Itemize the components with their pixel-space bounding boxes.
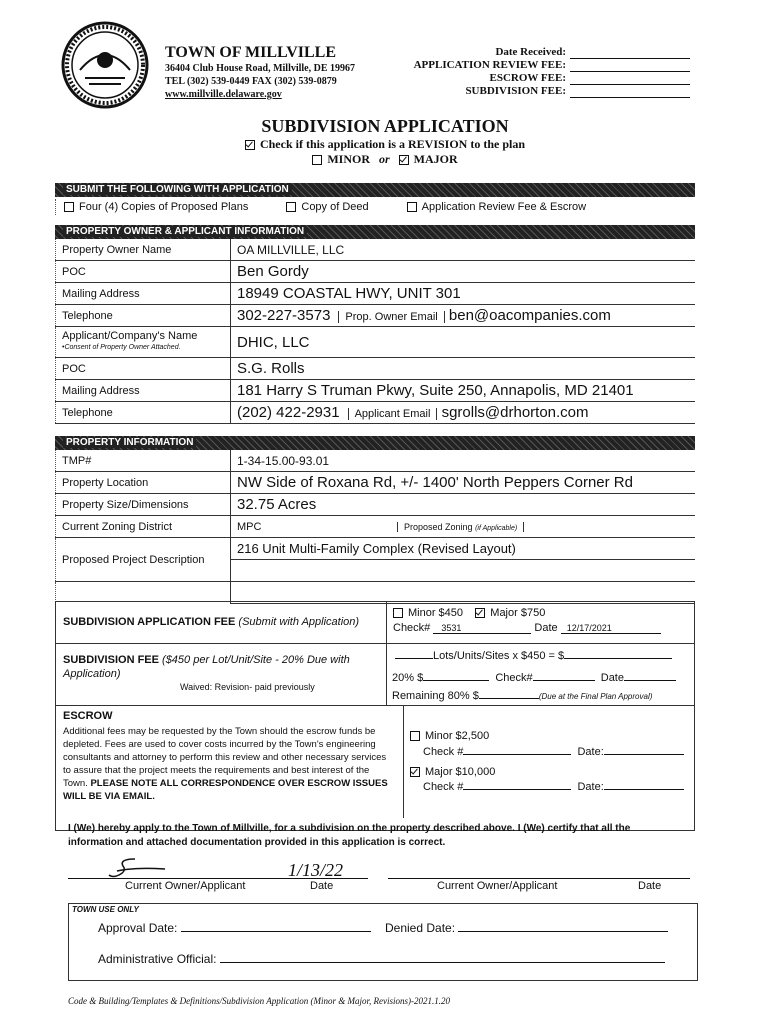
submit-section-header <box>55 183 695 197</box>
proposed-zoning-label: Proposed Zoning <box>404 521 473 532</box>
mailing-label: Mailing Address <box>56 283 231 305</box>
zoning-label: Current Zoning District <box>56 516 231 538</box>
remaining-label: Remaining 80% $ <box>392 690 479 702</box>
minor-escrow-check-row <box>423 746 684 758</box>
deed-label: Copy of Deed <box>301 201 369 213</box>
approval-row <box>98 921 371 935</box>
tmp-label: TMP# <box>56 450 231 472</box>
applicant-telephone-field[interactable]: (202) 422-2931 <box>237 404 340 421</box>
property-section-header <box>55 436 695 450</box>
applicant-poc-label: POC <box>56 358 231 380</box>
check-label: Check# <box>393 622 431 634</box>
remaining-field[interactable] <box>479 698 539 699</box>
fee-escrow-label: Application Review Fee & Escrow <box>421 201 587 213</box>
owner-name-label: Property Owner Name <box>56 239 231 261</box>
property-heading: PROPERTY INFORMATION <box>63 437 196 448</box>
applicant-label-cell <box>56 327 231 358</box>
town-address-block <box>165 62 355 101</box>
pct20-label: 20% $ <box>392 672 424 684</box>
town-name: TOWN OF MILLVILLE <box>165 44 337 61</box>
official-field[interactable] <box>220 962 665 963</box>
town-use-box <box>68 903 698 981</box>
minor-escrow-date-label: Date: <box>577 746 604 758</box>
remaining-row <box>392 690 652 702</box>
applicant-label: Applicant/Company's Name <box>62 330 198 342</box>
certification-text: I (We) hereby apply to the Town of Millville, for a subdivision on the property described above. I (We) certify that all the information and attached documentation provided in this application is correct. <box>68 823 631 848</box>
app-fee-check-row <box>393 622 661 634</box>
denied-date-field[interactable] <box>458 931 668 932</box>
deed-checkbox[interactable] <box>286 202 296 212</box>
minor-escrow-checkbox[interactable] <box>410 731 420 741</box>
owner-section-header <box>55 225 695 239</box>
waived-note: Waived: Revision- paid previously <box>180 682 315 692</box>
town-phone-fax: TEL (302) 539-0449 FAX (302) 539-0879 <box>165 76 337 87</box>
poc-field[interactable]: Ben Gordy <box>231 261 696 283</box>
owner-signature-label: Current Owner/Applicant <box>125 880 246 892</box>
remaining-note: (Due at the Final Plan Approval) <box>538 692 653 701</box>
plan-type-row <box>0 152 770 167</box>
major-escrow-date-field[interactable] <box>604 789 684 790</box>
telephone-label: Telephone <box>56 305 231 327</box>
app-fee-options <box>393 607 545 619</box>
major-escrow-check-field[interactable] <box>463 789 571 790</box>
minor-fee-checkbox[interactable] <box>393 608 403 618</box>
app-fee-title <box>63 616 359 628</box>
owner-signature-label-2: Current Owner/Applicant <box>437 880 558 892</box>
proposed-zoning-label-cell <box>397 522 524 532</box>
major-escrow-label: Major $10,000 <box>425 766 496 778</box>
property-table <box>55 450 695 604</box>
zoning-field[interactable]: MPC <box>237 520 262 533</box>
page-title: SUBDIVISION APPLICATION <box>261 116 509 136</box>
office-fee-block <box>414 46 690 98</box>
zoning-row <box>231 516 696 538</box>
pct20-row <box>392 672 676 684</box>
footer-path: Code & Building/Templates & Definitions/Subdivision Application (Minor & Major, Revisions)-2021.1.20 <box>68 996 450 1006</box>
revision-checkbox[interactable] <box>245 140 255 150</box>
owner-name-field[interactable]: OA MILLVILLE, LLC <box>231 239 696 261</box>
escrow-fee-field[interactable] <box>570 74 690 85</box>
approval-date-field[interactable] <box>181 931 371 932</box>
proposed-zoning-note: (if Applicable) <box>475 524 518 532</box>
minor-escrow-date-field[interactable] <box>604 754 684 755</box>
lots-count-field[interactable] <box>395 658 433 659</box>
description-field[interactable]: 216 Unit Multi-Family Complex (Revised Layout) <box>231 538 696 560</box>
tmp-field[interactable]: 1-34-15.00-93.01 <box>231 450 696 472</box>
revision-check-label: Check if this application is a REVISION to the plan <box>259 137 526 151</box>
lots-total-field[interactable] <box>564 658 672 659</box>
minor-escrow-check-field[interactable] <box>463 754 571 755</box>
review-fee-field[interactable] <box>570 61 690 72</box>
revision-check-row <box>0 137 770 152</box>
applicant-poc-field[interactable]: S.G. Rolls <box>231 358 696 380</box>
minor-escrow-check-label: Check # <box>423 746 464 758</box>
minor-escrow-label: Minor $2,500 <box>425 730 490 742</box>
town-website-link[interactable]: www.millville.delaware.gov <box>165 89 282 100</box>
applicant-note: •Consent of Property Owner Attached. <box>62 344 181 351</box>
sub-fee-label: SUBDIVISION FEE <box>63 654 159 666</box>
applicant-telephone-row <box>231 402 696 424</box>
escrow-text-block <box>63 725 395 803</box>
date2-label: Date <box>600 672 624 684</box>
escrow-fee-label: ESCROW FEE: <box>489 72 566 84</box>
approval-label: Approval Date: <box>98 921 178 935</box>
owner-date-label-2: Date <box>638 880 662 892</box>
town-address: 36404 Club House Road, Millville, DE 19967 <box>165 63 356 74</box>
owner-table <box>55 239 695 424</box>
date-received-field[interactable] <box>570 48 690 59</box>
app-fee-label: SUBDIVISION APPLICATION FEE <box>63 616 236 628</box>
applicant-field[interactable]: DHIC, LLC <box>231 327 696 358</box>
signature-date[interactable]: 1/13/22 <box>288 860 344 880</box>
submit-item-plans <box>64 201 248 213</box>
subdivision-fee-label: SUBDIVISION FEE: <box>465 85 566 97</box>
denied-label: Denied Date: <box>385 921 456 935</box>
town-seal-logo <box>55 20 155 110</box>
check-date-label: Date <box>534 622 558 634</box>
submit-heading: SUBMIT THE FOLLOWING WITH APPLICATION <box>63 184 292 195</box>
escrow-heading: ESCROW <box>63 710 113 722</box>
applicant-email-field[interactable]: sgrolls@drhorton.com <box>441 404 589 421</box>
submit-item-deed <box>286 201 368 213</box>
size-label: Property Size/Dimensions <box>56 494 231 516</box>
denied-row <box>385 921 668 935</box>
major-escrow-date-label: Date: <box>577 781 604 793</box>
official-row <box>98 952 665 966</box>
major-escrow-checkbox[interactable] <box>410 767 420 777</box>
applicant-mailing-label: Mailing Address <box>56 380 231 402</box>
submit-items <box>55 199 695 215</box>
owner-email-label: Prop. Owner Email <box>338 311 444 323</box>
major-fee-label: Major $750 <box>490 607 546 619</box>
check2-label: Check# <box>495 672 533 684</box>
sub-fee-note: ($450 per Lot/Unit/Site - 20% Due with Application) <box>63 654 350 680</box>
mailing-field[interactable]: 18949 COASTAL HWY, UNIT 301 <box>231 283 696 305</box>
applicant-mailing-field[interactable]: 181 Harry S Truman Pkwy, Suite 250, Annapolis, MD 21401 <box>231 380 696 402</box>
applicant-telephone-label: Telephone <box>56 402 231 424</box>
major-escrow-row <box>410 766 495 778</box>
check-date-field[interactable]: 12/17/2021 <box>561 623 661 634</box>
major-escrow-check-row <box>423 781 684 793</box>
fee-escrow-checkbox[interactable] <box>407 202 417 212</box>
plans-label: Four (4) Copies of Proposed Plans <box>79 201 249 213</box>
minor-label: MINOR <box>327 152 370 166</box>
minor-fee-label: Minor $450 <box>408 607 464 619</box>
town-use-heading: TOWN USE ONLY <box>72 905 139 914</box>
official-label: Administrative Official: <box>98 952 217 966</box>
pct20-field[interactable] <box>423 680 489 681</box>
date2-field[interactable] <box>624 680 676 681</box>
poc-label: POC <box>56 261 231 283</box>
major-label: MAJOR <box>413 152 458 166</box>
location-label: Property Location <box>56 472 231 494</box>
check-number-field[interactable]: 3531 <box>433 623 531 634</box>
app-fee-note: (Submit with Application) <box>238 616 360 628</box>
owner-date-label: Date <box>310 880 334 892</box>
sub-fee-title <box>63 653 373 681</box>
or-label: or <box>379 152 390 166</box>
submit-item-fee <box>407 201 586 213</box>
size-field[interactable]: 32.75 Acres <box>231 494 696 516</box>
escrow-bold-note: PLEASE NOTE ALL CORRESPONDENCE OVER ESCROW ISSUES WILL BE VIA EMAIL. <box>63 778 388 802</box>
major-fee-checkbox[interactable] <box>475 608 485 618</box>
owner-heading: PROPERTY OWNER & APPLICANT INFORMATION <box>63 226 307 237</box>
location-field[interactable]: NW Side of Roxana Rd, +/- 1400' North Peppers Corner Rd <box>231 472 696 494</box>
description-label: Proposed Project Description <box>56 538 231 582</box>
telephone-field[interactable]: 302-227-3573 <box>237 307 331 324</box>
owner-email-field[interactable]: ben@oacompanies.com <box>448 307 611 324</box>
telephone-row <box>231 305 696 327</box>
minor-checkbox[interactable] <box>312 155 322 165</box>
description-field-line2[interactable] <box>231 560 696 582</box>
lots-row <box>395 650 672 662</box>
date-received-label: Date Received: <box>495 46 566 58</box>
applicant-email-label: Applicant Email <box>348 408 438 420</box>
lots-label: Lots/Units/Sites x $450 = $ <box>433 650 565 662</box>
check2-field[interactable] <box>533 680 595 681</box>
escrow-text: Additional fees may be requested by the Town should the escrow funds be depleted. Fees are used to cover costs incurred by the Town's engineering consultants and attorney to perform this review and other necessary services to assure that the project meets the requirements and best interest of the Town. <box>63 726 387 789</box>
subdivision-fee-field[interactable] <box>570 87 690 98</box>
plans-checkbox[interactable] <box>64 202 74 212</box>
major-escrow-check-label: Check # <box>423 781 464 793</box>
minor-escrow-row <box>410 730 489 742</box>
major-checkbox[interactable] <box>399 155 409 165</box>
review-fee-label: APPLICATION REVIEW FEE: <box>413 59 566 71</box>
